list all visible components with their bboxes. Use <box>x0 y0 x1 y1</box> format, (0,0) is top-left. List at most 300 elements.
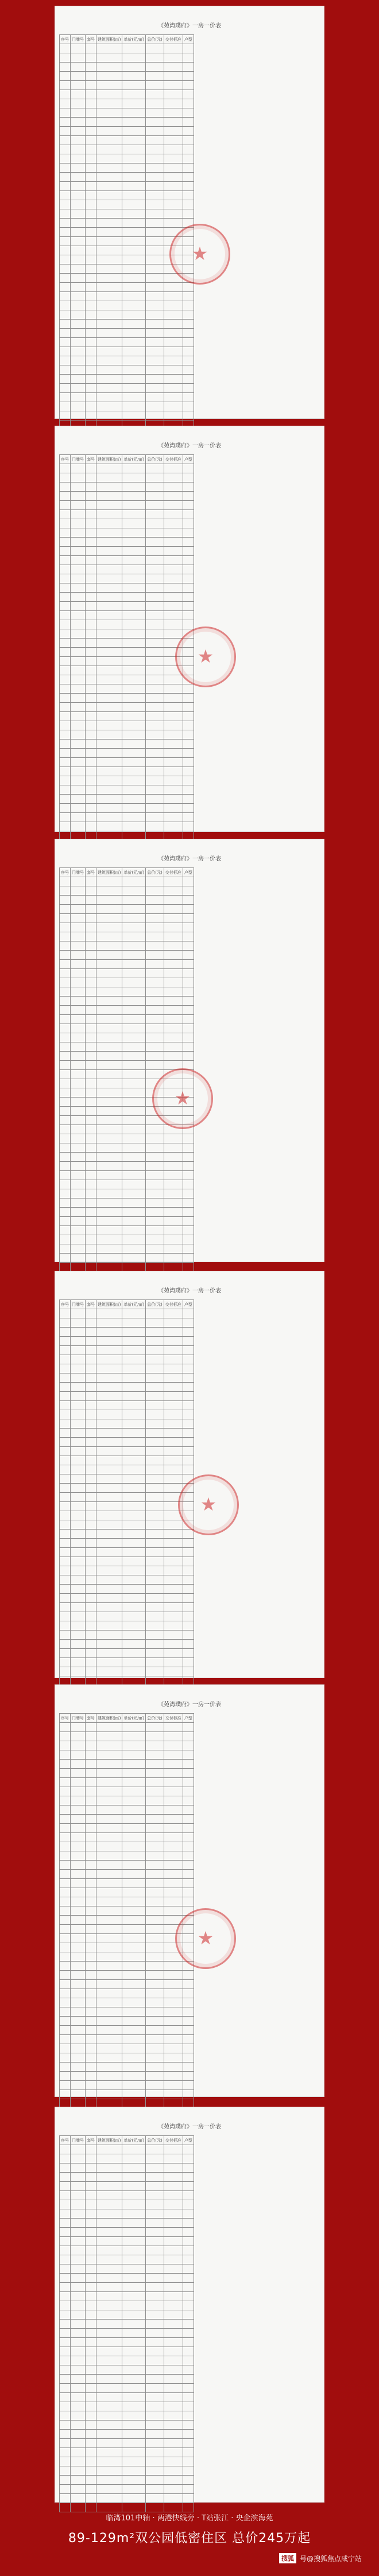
table-cell <box>164 2476 183 2485</box>
table-cell <box>96 1667 122 1676</box>
table-cell <box>122 2182 146 2191</box>
table-cell <box>60 1557 71 1566</box>
table-cell <box>86 2448 96 2457</box>
table-cell <box>71 1585 86 1594</box>
table-cell <box>60 2191 71 2200</box>
table-cell <box>164 1530 183 1539</box>
table-cell <box>71 1143 86 1153</box>
table-cell <box>96 813 122 822</box>
table-cell <box>164 1328 183 1337</box>
column-header: 单价(元/㎡) <box>122 1714 146 1723</box>
table-cell <box>60 1033 71 1042</box>
table-cell <box>60 1851 71 1861</box>
table-cell <box>60 1824 71 1833</box>
table-cell <box>146 1934 164 1943</box>
table-cell <box>164 2466 183 2476</box>
table-cell <box>86 1962 96 1971</box>
table-cell <box>96 2503 122 2512</box>
table-cell <box>60 1658 71 1667</box>
table-cell <box>183 2081 194 2090</box>
table-cell <box>86 886 96 896</box>
table-cell <box>86 2320 96 2329</box>
table-cell <box>122 1208 146 1217</box>
column-header: 建筑面积(㎡) <box>96 1300 122 1309</box>
table-row <box>60 53 194 63</box>
table-cell <box>183 2338 194 2347</box>
table-cell <box>71 2448 86 2457</box>
table-cell <box>96 2338 122 2347</box>
table-row <box>60 1254 194 1263</box>
table-cell <box>146 384 164 393</box>
table-row <box>60 1833 194 1842</box>
table-cell <box>86 1474 96 1484</box>
table-cell <box>122 402 146 411</box>
table-cell <box>164 574 183 583</box>
table-cell <box>86 2274 96 2283</box>
table-cell <box>96 1456 122 1465</box>
table-cell <box>60 2476 71 2485</box>
table-cell <box>86 1098 96 1107</box>
table-cell <box>71 519 86 528</box>
table-cell <box>71 804 86 813</box>
table-cell <box>86 338 96 347</box>
table-cell <box>122 1438 146 1447</box>
table-cell <box>71 1061 86 1070</box>
table-row <box>60 2384 194 2393</box>
table-cell <box>60 1971 71 1980</box>
table-row <box>60 1805 194 1815</box>
table-cell <box>183 2274 194 2283</box>
table-row <box>60 164 194 173</box>
table-cell <box>86 2347 96 2356</box>
table-row <box>60 1355 194 1364</box>
table-cell <box>122 1824 146 1833</box>
table-cell <box>164 90 183 99</box>
table-row <box>60 1594 194 1603</box>
table-cell <box>122 2163 146 2173</box>
table-row <box>60 1824 194 1833</box>
table-cell <box>60 2503 71 2512</box>
price-table <box>59 454 194 840</box>
table-cell <box>146 905 164 914</box>
table-cell <box>122 482 146 492</box>
table-cell <box>146 1125 164 1134</box>
table-cell <box>183 145 194 154</box>
table-cell <box>183 510 194 519</box>
table-cell <box>164 136 183 145</box>
table-cell <box>96 1906 122 1916</box>
table-cell <box>71 1971 86 1980</box>
table-cell <box>60 1309 71 1318</box>
table-cell <box>183 1612 194 1621</box>
table-row <box>60 1906 194 1916</box>
table-cell <box>122 914 146 923</box>
table-cell <box>146 1208 164 1217</box>
table-cell <box>183 611 194 620</box>
table-cell <box>60 365 71 375</box>
table-row <box>60 1024 194 1033</box>
table-cell <box>183 1640 194 1649</box>
table-cell <box>60 1006 71 1015</box>
table-cell <box>60 2356 71 2365</box>
price-table <box>59 1713 194 2108</box>
table-cell <box>86 758 96 767</box>
table-cell <box>122 960 146 969</box>
table-cell <box>122 758 146 767</box>
table-cell <box>60 556 71 565</box>
table-cell <box>146 1888 164 1897</box>
table-cell <box>122 108 146 118</box>
table-cell <box>71 1355 86 1364</box>
table-row <box>60 1309 194 1318</box>
table-cell <box>96 941 122 951</box>
table-cell <box>164 1989 183 1998</box>
table-cell <box>86 639 96 648</box>
table-cell <box>71 987 86 997</box>
table-cell <box>96 1870 122 1879</box>
table-cell <box>60 740 71 749</box>
table-cell <box>146 785 164 795</box>
table-cell <box>146 813 164 822</box>
table-cell <box>164 1419 183 1429</box>
table-row <box>60 118 194 127</box>
table-cell <box>60 1024 71 1033</box>
table-cell <box>60 1198 71 1208</box>
table-cell <box>183 164 194 173</box>
table-cell <box>183 1235 194 1244</box>
table-cell <box>86 1916 96 1925</box>
table-cell <box>164 402 183 411</box>
table-cell <box>146 886 164 896</box>
table-cell <box>71 2145 86 2154</box>
table-cell <box>146 1943 164 1952</box>
table-cell <box>86 1070 96 1079</box>
table-cell <box>122 1419 146 1429</box>
table-cell <box>164 2356 183 2365</box>
table-cell <box>183 740 194 749</box>
table-cell <box>183 1447 194 1456</box>
table-cell <box>183 2246 194 2255</box>
table-row <box>60 2063 194 2072</box>
table-cell <box>183 1575 194 1585</box>
table-cell <box>183 292 194 301</box>
table-cell <box>146 209 164 219</box>
table-row <box>60 886 194 896</box>
table-cell <box>146 393 164 402</box>
table-cell <box>146 283 164 292</box>
table-cell <box>164 2044 183 2053</box>
table-cell <box>183 776 194 785</box>
table-cell <box>164 1962 183 1971</box>
table-cell <box>96 219 122 228</box>
table-cell <box>86 191 96 200</box>
table-cell <box>60 72 71 81</box>
table-cell <box>183 2145 194 2154</box>
table-cell <box>122 365 146 375</box>
table-cell <box>71 246 86 255</box>
table-cell <box>183 2301 194 2310</box>
table-cell <box>96 1189 122 1198</box>
table-cell <box>146 1438 164 1447</box>
table-cell <box>86 2044 96 2053</box>
table-row <box>60 310 194 320</box>
table-row <box>60 2163 194 2173</box>
table-cell <box>122 2503 146 2512</box>
table-row <box>60 2081 194 2090</box>
table-cell <box>86 1603 96 1612</box>
table-cell <box>122 1925 146 1934</box>
table-cell <box>146 1750 164 1760</box>
table-cell <box>164 301 183 310</box>
table-cell <box>86 1125 96 1134</box>
table-cell <box>164 365 183 375</box>
column-header: 序号 <box>60 455 71 464</box>
table-cell <box>183 1217 194 1226</box>
table-cell <box>71 154 86 164</box>
table-cell <box>164 320 183 329</box>
table-cell <box>122 2044 146 2053</box>
table-cell <box>60 164 71 173</box>
table-row <box>60 905 194 914</box>
table-cell <box>122 1042 146 1052</box>
table-row <box>60 1842 194 1851</box>
table-cell <box>183 987 194 997</box>
table-row <box>60 822 194 831</box>
table-cell <box>86 365 96 375</box>
table-cell <box>96 574 122 583</box>
table-row <box>60 1318 194 1328</box>
table-cell <box>71 969 86 978</box>
table-cell <box>60 2255 71 2264</box>
table-cell <box>96 329 122 338</box>
table-cell <box>122 411 146 421</box>
table-cell <box>164 2053 183 2063</box>
table-cell <box>146 237 164 246</box>
table-cell <box>86 2384 96 2393</box>
table-cell <box>164 1603 183 1612</box>
table-cell <box>60 2007 71 2017</box>
table-cell <box>146 2457 164 2466</box>
table-row <box>60 1649 194 1658</box>
table-cell <box>183 2053 194 2063</box>
table-row <box>60 1511 194 1520</box>
table-cell <box>122 694 146 703</box>
table-cell <box>86 914 96 923</box>
table-cell <box>146 2292 164 2301</box>
table-cell <box>146 1824 164 1833</box>
table-cell <box>146 464 164 473</box>
table-row <box>60 464 194 473</box>
table-cell <box>164 2182 183 2191</box>
table-cell <box>146 2090 164 2099</box>
table-cell <box>86 795 96 804</box>
table-cell <box>122 1383 146 1392</box>
table-cell <box>96 2301 122 2310</box>
table-cell <box>96 1153 122 1162</box>
table-cell <box>86 1162 96 1171</box>
table-cell <box>71 219 86 228</box>
table-cell <box>146 53 164 63</box>
table-cell <box>146 510 164 519</box>
table-cell <box>146 740 164 749</box>
table-cell <box>86 1254 96 1263</box>
table-cell <box>164 338 183 347</box>
table-cell <box>122 2228 146 2237</box>
table-cell <box>71 813 86 822</box>
price-sheet-page-5 <box>55 1684 324 2097</box>
table-cell <box>86 703 96 712</box>
table-cell <box>96 1392 122 1401</box>
table-cell <box>60 730 71 740</box>
table-cell <box>146 1989 164 1998</box>
table-cell <box>122 1575 146 1585</box>
table-cell <box>60 1530 71 1539</box>
table-cell <box>183 1226 194 1235</box>
table-cell <box>86 1235 96 1244</box>
table-cell <box>183 1870 194 1879</box>
table-cell <box>164 1042 183 1052</box>
table-cell <box>71 1088 86 1098</box>
table-cell <box>122 53 146 63</box>
table-cell <box>164 501 183 510</box>
table-cell <box>122 583 146 593</box>
table-cell <box>183 2264 194 2274</box>
table-cell <box>96 1419 122 1429</box>
table-cell <box>96 154 122 164</box>
table-row <box>60 1217 194 1226</box>
table-cell <box>146 1383 164 1392</box>
table-cell <box>122 1879 146 1888</box>
table-cell <box>86 2081 96 2090</box>
table-row <box>60 99 194 108</box>
column-header: 门牌号 <box>71 868 86 877</box>
table-cell <box>146 1566 164 1575</box>
table-cell <box>183 941 194 951</box>
table-cell <box>71 1419 86 1429</box>
table-row <box>60 941 194 951</box>
table-cell <box>122 1198 146 1208</box>
table-cell <box>60 657 71 666</box>
table-cell <box>164 2292 183 2301</box>
table-cell <box>96 191 122 200</box>
table-cell <box>183 923 194 932</box>
table-cell <box>164 547 183 556</box>
table-cell <box>183 2365 194 2375</box>
table-cell <box>164 1667 183 1676</box>
table-cell <box>60 1603 71 1612</box>
table-cell <box>146 173 164 182</box>
column-header: 套号 <box>86 868 96 877</box>
table-cell <box>60 301 71 310</box>
table-cell <box>122 2145 146 2154</box>
table-cell <box>71 2044 86 2053</box>
table-cell <box>164 2209 183 2219</box>
table-cell <box>71 583 86 593</box>
table-cell <box>183 684 194 694</box>
table-row <box>60 1006 194 1015</box>
table-cell <box>96 402 122 411</box>
table-cell <box>146 1180 164 1189</box>
table-cell <box>86 2457 96 2466</box>
table-cell <box>122 877 146 886</box>
table-cell <box>146 1015 164 1024</box>
table-cell <box>71 2439 86 2448</box>
table-cell <box>86 2421 96 2430</box>
table-row <box>60 347 194 356</box>
table-cell <box>96 1621 122 1631</box>
table-row <box>60 565 194 574</box>
table-cell <box>96 1925 122 1934</box>
table-cell <box>86 749 96 758</box>
table-cell <box>183 1585 194 1594</box>
table-cell <box>96 1024 122 1033</box>
table-row <box>60 2347 194 2356</box>
table-cell <box>183 1410 194 1419</box>
table-cell <box>183 1631 194 1640</box>
table-cell <box>96 2246 122 2255</box>
table-cell <box>86 136 96 145</box>
table-cell <box>146 804 164 813</box>
table-row <box>60 90 194 99</box>
table-cell <box>86 556 96 565</box>
table-cell <box>122 2457 146 2466</box>
table-cell <box>122 209 146 219</box>
table-cell <box>71 1796 86 1805</box>
table-cell <box>86 1594 96 1603</box>
table-cell <box>71 1337 86 1346</box>
table-cell <box>122 228 146 237</box>
table-cell <box>71 338 86 347</box>
column-header: 交付标准 <box>164 35 183 44</box>
table-cell <box>146 528 164 538</box>
table-row <box>60 2209 194 2219</box>
table-cell <box>164 145 183 154</box>
table-row <box>60 2044 194 2053</box>
table-cell <box>96 310 122 320</box>
table-cell <box>60 1070 71 1079</box>
table-cell <box>71 2182 86 2191</box>
table-cell <box>146 1337 164 1346</box>
table-cell <box>122 1474 146 1484</box>
table-cell <box>86 978 96 987</box>
table-cell <box>96 2430 122 2439</box>
table-cell <box>164 2494 183 2503</box>
price-sheet-page-3 <box>55 839 324 1262</box>
table-cell <box>96 264 122 274</box>
red-seal-stamp <box>169 224 230 285</box>
table-cell <box>164 283 183 292</box>
table-cell <box>86 1392 96 1401</box>
table-cell <box>146 1842 164 1851</box>
table-cell <box>183 1153 194 1162</box>
table-cell <box>71 1732 86 1741</box>
table-cell <box>122 1943 146 1952</box>
table-cell <box>96 1603 122 1612</box>
table-cell <box>96 795 122 804</box>
table-cell <box>60 749 71 758</box>
table-cell <box>86 1180 96 1189</box>
table-cell <box>60 1916 71 1925</box>
table-cell <box>183 310 194 320</box>
table-cell <box>96 519 122 528</box>
table-cell <box>146 547 164 556</box>
table-cell <box>60 822 71 831</box>
table-cell <box>96 1070 122 1079</box>
table-cell <box>146 1723 164 1732</box>
table-cell <box>71 694 86 703</box>
watermark <box>279 2553 362 2563</box>
table-cell <box>71 684 86 694</box>
